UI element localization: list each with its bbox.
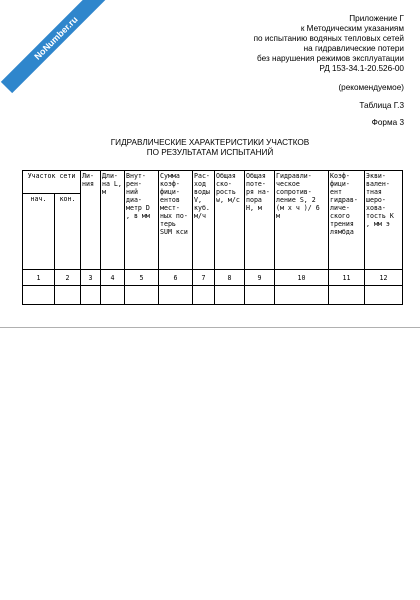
empty-cell xyxy=(55,286,81,305)
column-header: Общая ско- рость w, м/с xyxy=(215,171,245,270)
watermark: NoNumber.ru xyxy=(1,0,111,93)
column-header: Дли- на L, м xyxy=(101,171,125,270)
characteristics-table xyxy=(22,170,403,305)
header-line: Приложение Г xyxy=(349,14,404,23)
table-label: Таблица Г.3 xyxy=(359,101,404,110)
empty-cell xyxy=(23,286,55,305)
column-number: 4 xyxy=(101,270,125,286)
empty-cell xyxy=(81,286,101,305)
title-line: ПО РЕЗУЛЬТАТАМ ИСПЫТАНИЙ xyxy=(146,148,274,157)
column-number: 1 xyxy=(23,270,55,286)
sub-header-end: кон. xyxy=(55,194,81,270)
empty-cell xyxy=(365,286,403,305)
column-number: 2 xyxy=(55,270,81,286)
page-divider xyxy=(0,327,420,328)
header-line: на гидравлические потери xyxy=(303,44,404,53)
empty-cell xyxy=(193,286,215,305)
header-line: без нарушения режимов эксплуатации xyxy=(256,54,404,63)
header-line: к Методическим указаниям xyxy=(300,24,404,33)
column-number: 5 xyxy=(125,270,159,286)
empty-cell xyxy=(159,286,193,305)
empty-cell xyxy=(245,286,275,305)
column-header: Сумма коэф- фици- ентов мест- ных по- терь SUM кси xyxy=(159,171,193,270)
header-line: РД 153-34.1-20.526-00 xyxy=(319,64,404,73)
form-label: Форма 3 xyxy=(371,118,404,127)
column-number: 9 xyxy=(245,270,275,286)
column-number: 3 xyxy=(81,270,101,286)
column-header: Ли- ния xyxy=(81,171,101,270)
header-line: по испытанию водяных тепловых сетей xyxy=(253,34,404,43)
column-header: Гидравли- ческое сопротив- ление S, 2 (м х ч )/ 6 м xyxy=(275,171,329,270)
group-header-section: Участок сети xyxy=(23,171,81,194)
column-number-row xyxy=(23,270,403,286)
sub-header-start: нач. xyxy=(23,194,55,270)
column-header: Экви- вален- тная шеро- хова- тость К , мм э xyxy=(365,171,403,270)
column-header: Коэф- фици- ент гидрав- личе- ского трения лямбда xyxy=(329,171,365,270)
column-number: 12 xyxy=(365,270,403,286)
column-header: Рас- ход воды V, куб. м/ч xyxy=(193,171,215,270)
document-title xyxy=(0,138,420,158)
empty-cell xyxy=(275,286,329,305)
column-header: Внут- рен- ний диа- метр D , в мм xyxy=(125,171,159,270)
empty-cell xyxy=(215,286,245,305)
document-header xyxy=(144,14,404,74)
column-number: 7 xyxy=(193,270,215,286)
empty-cell xyxy=(125,286,159,305)
empty-cell xyxy=(329,286,365,305)
column-number: 11 xyxy=(329,270,365,286)
empty-data-row xyxy=(23,286,403,305)
title-line: ГИДРАВЛИЧЕСКИЕ ХАРАКТЕРИСТИКИ УЧАСТКОВ xyxy=(110,138,310,147)
column-number: 8 xyxy=(215,270,245,286)
empty-cell xyxy=(101,286,125,305)
column-number: 10 xyxy=(275,270,329,286)
column-number: 6 xyxy=(159,270,193,286)
recommended-note: (рекомендуемое) xyxy=(338,83,404,92)
column-header: Общая поте- ря на- пора Н, м xyxy=(245,171,275,270)
